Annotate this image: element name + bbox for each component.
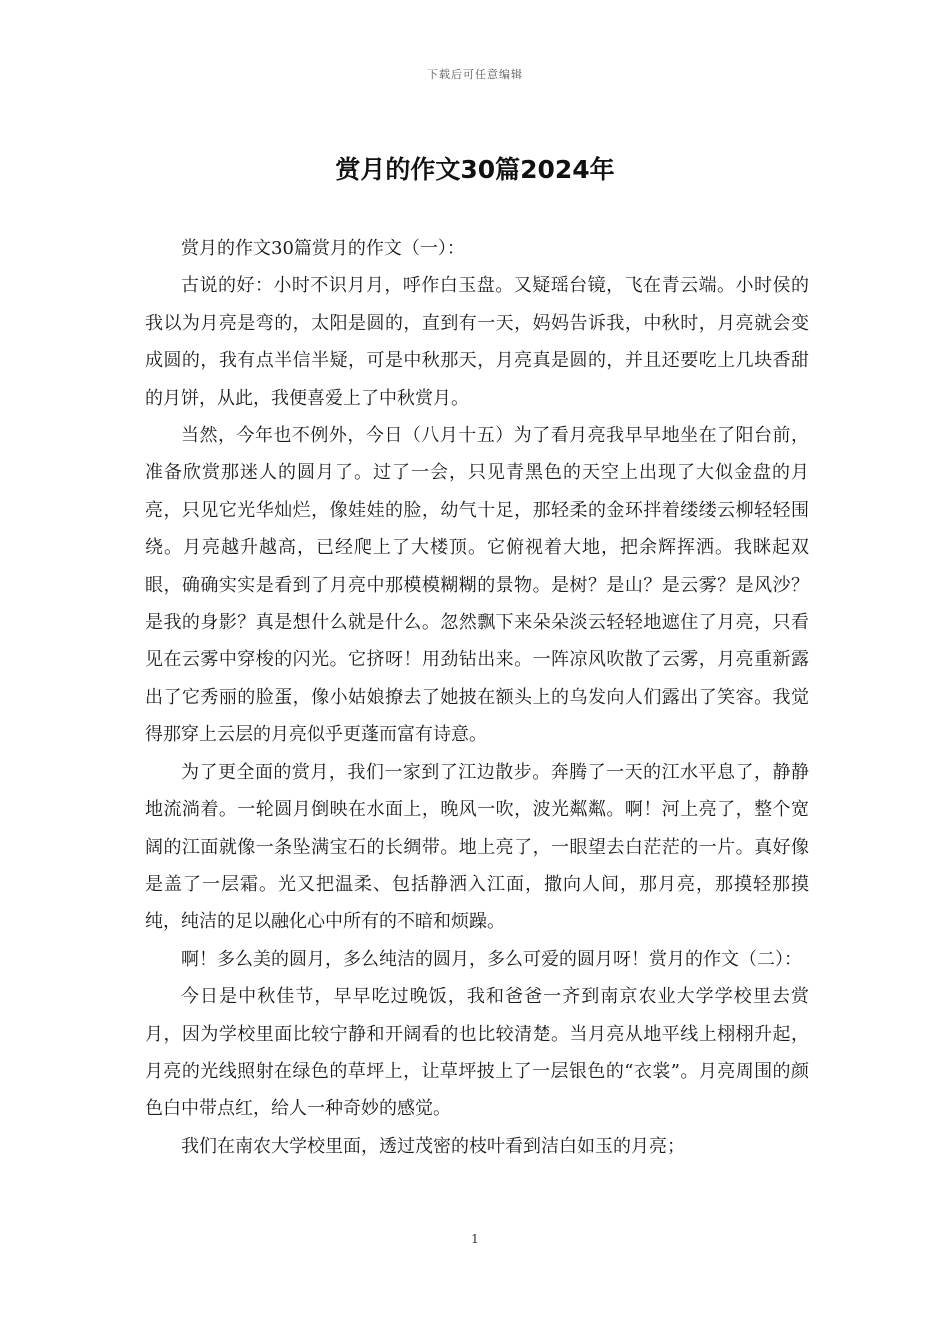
paragraph-7: 我们在南农大学校里面，透过茂密的枝叶看到洁白如玉的月亮； — [181, 1135, 685, 1157]
document-body — [145, 230, 809, 1165]
paragraph-5: 啊！多么美的圆月，多么纯洁的圆月，多么可爱的圆月呀！赏月的作文（二）： — [181, 948, 802, 970]
paragraph-1: 赏月的作文30篇赏月的作文（一）： — [181, 238, 465, 259]
paragraph-2: 古说的好：小时不识月月，呼作白玉盘。又疑瑶台镜，飞在青云端。小时侯的我以为月亮是弯的，太阳是圆的，直到有一天，妈妈告诉我，中秋时，月亮就会变成圆的，我有点半信半疑，可是中秋那天，月亮真是圆的，并且还要吃上几块香甜的月饼，从此，我便喜爱上了中秋赏月。 — [145, 275, 809, 409]
paragraph-4: 为了更全面的赏月，我们一家到了江边散步。奔腾了一天的江水平息了，静静地流淌着。一轮圆月倒映在水面上，晚风一吹，波光粼粼。啊！河上亮了，整个宽阔的江面就像一条坠满宝石的长绸带。地上亮了，一眼望去白茫茫的一片。真好像是盖了一层霜。光又把温柔、包括静洒入江面，撒向人间，那月亮，那摸轻那摸纯，纯洁的足以融化心中所有的不暗和烦躁。 — [145, 761, 809, 933]
paragraph-3: 当然，今年也不例外，今日（八月十五）为了看月亮我早早地坐在了阳台前，准备欣赏那迷人的圆月了。过了一会，只见青黑色的天空上出现了大似金盘的月亮，只见它光华灿烂，像娃娃的脸，幼气十足，那轻柔的金环拌着缕缕云柳轻轻围绕。月亮越升越高，已经爬上了大楼顶。它俯视着大地，把余辉挥洒。我眯起双眼，确确实实是看到了月亮中那模模糊糊的景物。是树？是山？是云雾？是风沙？是我的身影？真是想什么就是什么。忽然飘下来朵朵淡云轻轻地遮住了月亮，只看见在云雾中穿梭的闪光。它挤呀！用劲钻出来。一阵凉风吹散了云雾，月亮重新露出了它秀丽的脸蛋，像小姑娘撩去了她披在额头上的乌发向人们露出了笑容。我觉得那穿上云层的月亮似乎更蓬而富有诗意。 — [145, 425, 809, 746]
document-title: 赏月的作文30篇2024年 — [335, 155, 615, 184]
page-number: 1 — [471, 1232, 479, 1246]
paragraph-6: 今日是中秋佳节，早早吃过晚饭，我和爸爸一齐到南京农业大学学校里去赏月，因为学校里面比较宁静和开阔看的也比较清楚。当月亮从地平线上栩栩升起，月亮的光线照射在绿色的草坪上，让草坪披上了一层银色的“衣裳”。月亮周围的颜色白中带点红，给人一种奇妙的感觉。 — [145, 986, 809, 1120]
page-header: 下载后可任意编辑 — [427, 68, 523, 81]
